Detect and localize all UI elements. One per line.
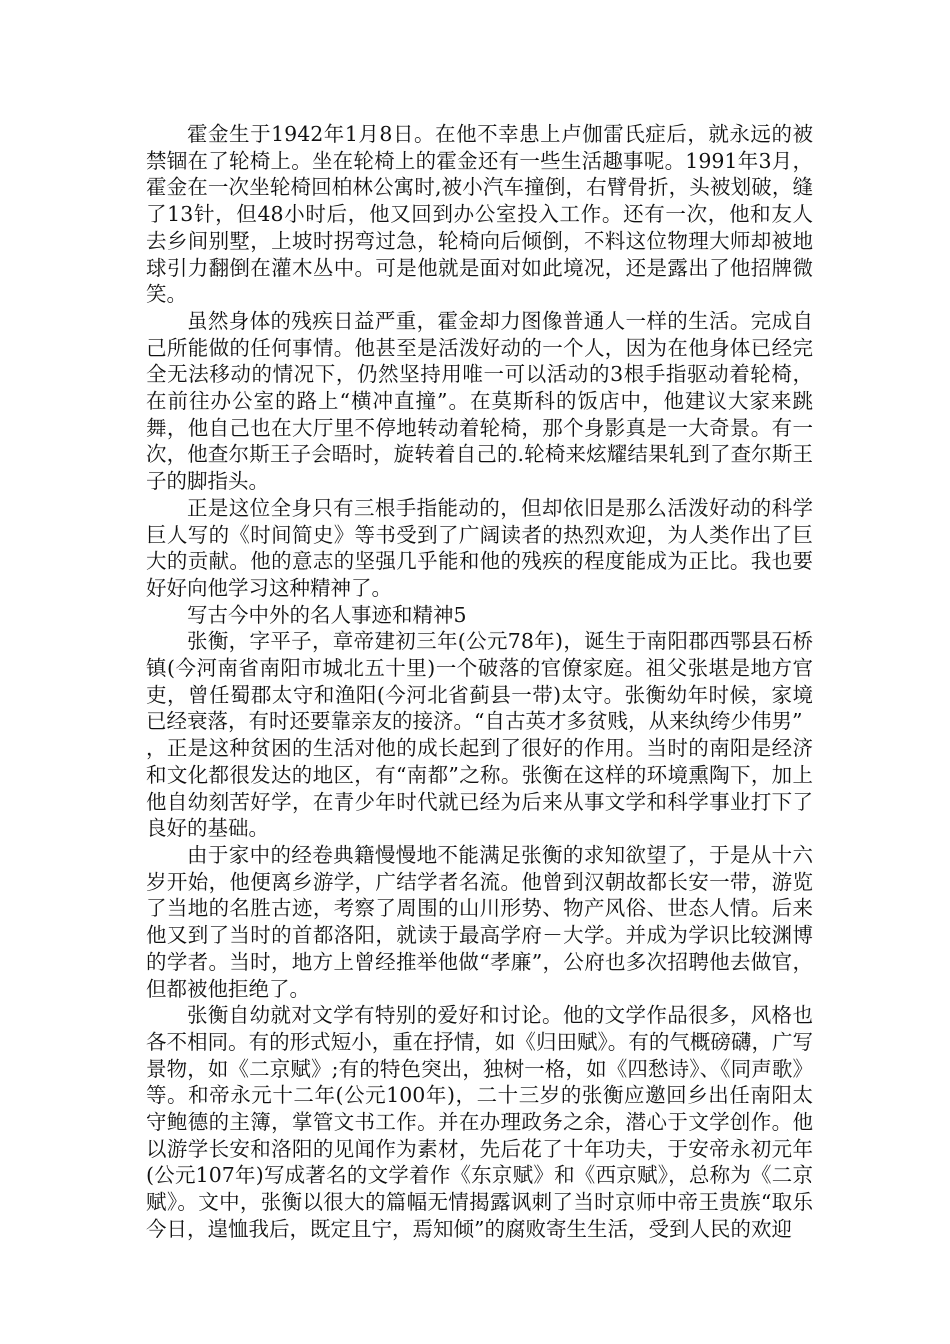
document-page	[146, 121, 813, 1243]
paragraph-hawking-life: 霍金生于1942年1月8日。在他不幸患上卢伽雷氏症后，就永远的被禁锢在了轮椅上。坐在轮椅上的霍金还有一些生活趣事呢。1991年3月，霍金在一次坐轮椅回柏林公寓时,被小汽车撞倒，右臂骨折，头被划破，缝了13针，但48小时后，他又回到办公室投入工作。还有一次，他和友人去乡间别墅，上坡时拐弯过急，轮椅向后倾倒，不料这位物理大师却被地球引力翻倒在灌木丛中。可是他就是面对如此境况，还是露出了他招牌微笑。	[146, 122, 813, 307]
paragraph-hawking-wheelchair: 虽然身体的残疾日益严重，霍金却力图像普通人一样的生活。完成自己所能做的任何事情。他甚至是活泼好动的一个人，因为在他身体已经完全无法移动的情况下，仍然坚持用唯一可以活动的3根手指驱动着轮椅，在前往办公室的路上“横冲直撞”。在莫斯科的饭店中，他建议大家来跳舞，他自己也在大厅里不停地转动着轮椅，那个身影真是一大奇景。有一次，他查尔斯王子会晤时，旋转着自己的.轮椅来炫耀结果轧到了查尔斯王子的脚指头。	[146, 308, 813, 494]
paragraph-zhangheng-youth: ，正是这种贫困的生活对他的成长起到了很好的作用。当时的南阳是经济和文化都很发达的地区，有“南都”之称。张衡在这样的环境熏陶下，加上他自幼刻苦好学，在青少年时代就已经为后来从事文学和科学事业打下了良好的基础。	[146, 736, 813, 841]
paragraph-zhangheng-study: 由于家中的经卷典籍慢慢地不能满足张衡的求知欲望了，于是从十六岁开始，他便离乡游学，广结学者名流。他曾到汉朝故都长安一带，游览了当地的名胜古迹，考察了周围的山川形势、物产风俗、世态人情。后来他又到了当时的首都洛阳，就读于最高学府－大学。并成为学识比较渊博的学者。当时，地方上曾经推举他做“孝廉”，公府也多次招聘他去做官，但都被他拒绝了。	[146, 842, 813, 1001]
section-heading: 写古今中外的名人事迹和精神5	[187, 602, 467, 627]
paragraph-zhangheng-birth: 张衡，字平子，章帝建初三年(公元78年)，诞生于南阳郡西鄂县石桥镇(今河南省南阳市城北五十里)一个破落的官僚家庭。祖父张堪是地方官吏，曾任蜀郡太守和渔阳(今河北省蓟县一带)太守。张衡幼年时候，家境已经衰落，有时还要靠亲友的接济。“自古英才多贫贱，从来纨绔少伟男”	[146, 629, 813, 734]
paragraph-hawking-legacy: 正是这位全身只有三根手指能动的，但却依旧是那么活泼好动的科学巨人写的《时间简史》等书受到了广阔读者的热烈欢迎，为人类作出了巨大的贡献。他的意志的坚强几乎能和他的残疾的程度能成为正比。我也要好好向他学习这种精神了。	[146, 495, 813, 600]
paragraph-zhangheng-literature: 张衡自幼就对文学有特别的爱好和讨论。他的文学作品很多，风格也各不相同。有的形式短小，重在抒情，如《归田赋》。有的气概磅礴，广写景物，如《二京赋》;有的特色突出，独树一格，如《四愁诗》、《同声歌》等。和帝永元十二年(公元100年)，二十三岁的张衡应邀回乡出任南阳太守鲍德的主簿，掌管文书工作。并在办理政务之余，潜心于文学创作。他以游学长安和洛阳的见闻作为素材，先后花了十年功夫，于安帝永初元年(公元107年)写成著名的文学着作《东京赋》和《西京赋》，总称为《二京赋》。文中，张衡以很大的篇幅无情揭露讽刺了当时京师中帝王贵族“取乐今日，遑恤我后，既定且宁，焉知倾”的腐败寄生生活，受到人民的欢迎	[146, 1003, 813, 1241]
